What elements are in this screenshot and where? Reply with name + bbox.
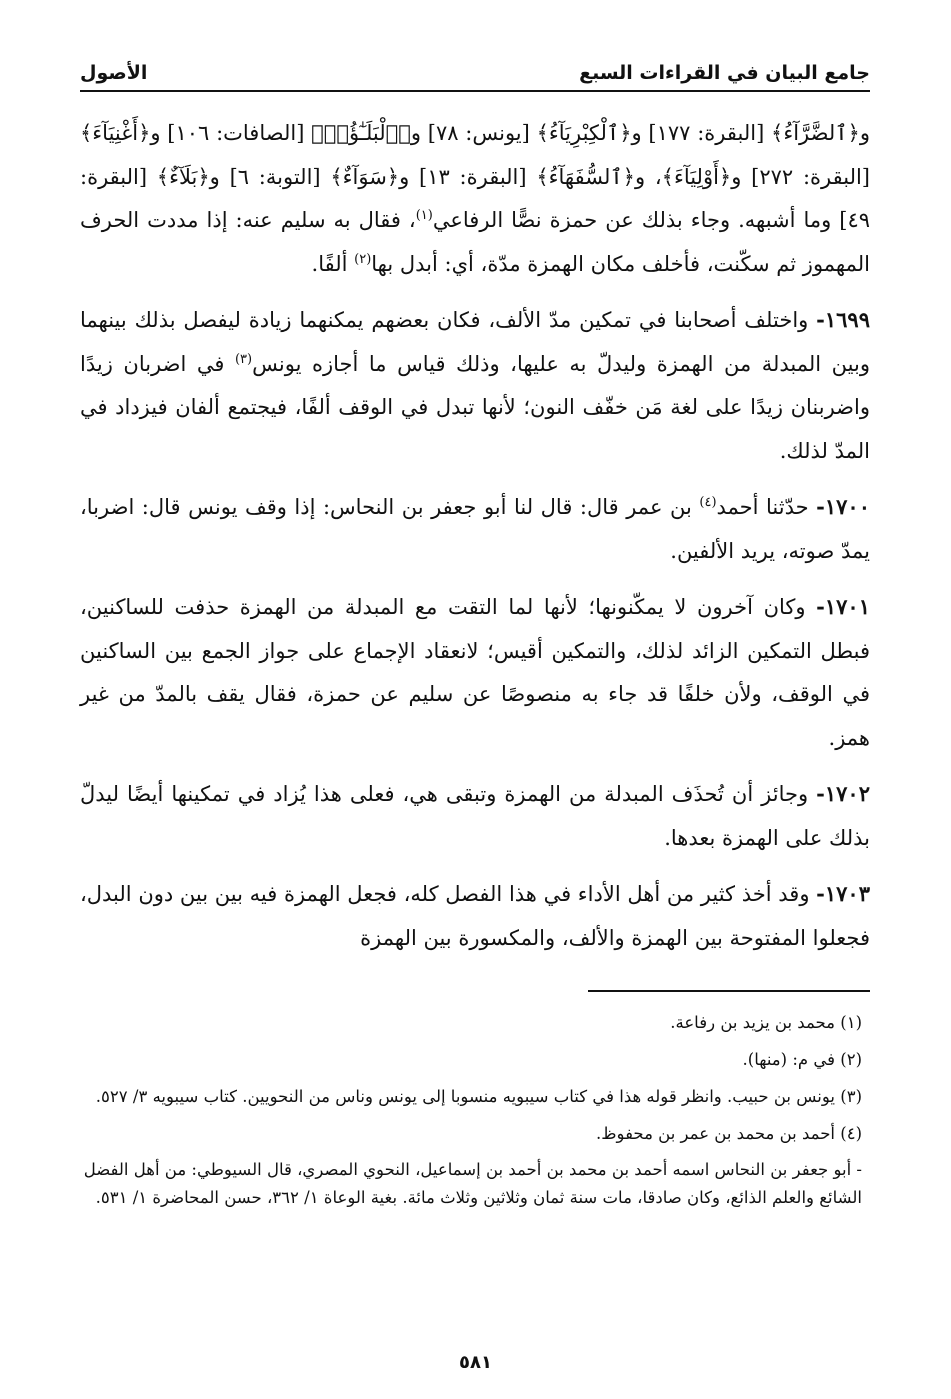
- footnote-ref[interactable]: (٤): [699, 495, 717, 510]
- paragraph: و﴿ٱلضَّرَّآءُ﴾ [البقرة: ١٧٧] و﴿ٱلْكِبْرِيَآءُ﴾ [يونس: ٧٨] و﴿ٱلْبَلَـٰٓؤُا۟﴾ [الصافات: ١٠٦] و﴿أَغْنِيَآءَ﴾ [البقرة: ٢٧٢] و﴿أَوْلِيَآءَ﴾، و﴿ٱلسُّفَهَآءُ﴾ [البقرة: ١٣] و﴿سَوَآءٌ﴾ [التوبة: ٦] و﴿بَلَآءٌ﴾ [البقرة: ٤٩] وما أشبهه. وجاء بذلك عن حمزة نصًّا الرفاعي$^{(١)}$، فقال به سليم عنه: إذا مددت الحرف المهموز ثم سكّنت، فأخلف مكان الهمزة مدّة، أي: أبدل بها$^{(٢)}$ ألفًا.: [80, 121, 870, 276]
- paragraph-number: ١٧٠٢-: [816, 781, 870, 806]
- footnote-number: (٤): [840, 1124, 862, 1143]
- page-number: ٥٨١: [459, 1352, 492, 1373]
- footnote: - أبو جعفر بن النحاس اسمه أحمد بن محمد بن أحمد بن إسماعيل، النحوي المصري، قال السيوطي: من أهل الفضل الشائع والعلم الذائع، وكان صادقا، مات سنة ثمان وثلاثين وثلاث مائة. بغية الوعاة ١/ ٣٦٢، حسن المحاضرة ١/ ٥٣١.: [83, 1160, 862, 1207]
- footnotes: [80, 1008, 870, 1220]
- book-title: جامع البيان في القراءات السبع: [579, 62, 870, 84]
- main-text: [80, 112, 870, 972]
- paragraph-number: ١٦٩٩-: [816, 307, 870, 332]
- footnote: (١) محمد بن يزيد بن رفاعة.: [670, 1013, 862, 1032]
- footnote-number: (٢): [840, 1050, 862, 1069]
- footnote-ref[interactable]: (١): [415, 208, 433, 223]
- footnote-divider: [588, 990, 870, 992]
- footnote: (٢) في م: (منها).: [742, 1050, 862, 1069]
- paragraph: ١٧٠٣- وقد أخذ كثير من أهل الأداء في هذا الفصل كله، فجعل الهمزة فيه بين بين دون البدل، فجعلوا المفتوحة بين الهمزة والألف، والمكسورة بين الهمزة: [80, 881, 870, 950]
- footnote-number: (٣): [840, 1087, 862, 1106]
- footnote-dash: -: [856, 1160, 862, 1179]
- footnote: (٤) أحمد بن محمد بن عمر بن محفوظ.: [596, 1124, 862, 1143]
- paragraph: ١٧٠١- وكان آخرون لا يمكّنونها؛ لأنها لما التقت مع المبدلة من الهمزة حذفت للساكنين، فبطل التمكين الزائد لذلك، والتمكين أقيس؛ لانعقاد الإجماع على جواز الجمع بين الساكنين في الوقف، ولأن خلفًا قد جاء به منصوصًا عن سليم عن حمزة، فقال يقف بالمدّ من غير همز.: [80, 594, 870, 750]
- paragraph: ١٧٠٢- وجائز أن تُحذَف المبدلة من الهمزة وتبقى هي، فعلى هذا يُزاد في تمكينها أيضًا ليدلّ بذلك على الهمزة بعدها.: [80, 781, 870, 850]
- paragraph-number: ١٧٠١-: [816, 594, 870, 619]
- footnote-number: (١): [840, 1013, 862, 1032]
- section-title: الأصول: [80, 62, 148, 84]
- paragraph: ١٦٩٩- واختلف أصحابنا في تمكين مدّ الألف، فكان بعضهم يمكنهما زيادة ليفصل بذلك بينهما وبين المبدلة من الهمزة وليدلّ به عليها، وذلك قياس ما أجازه يونس$^{(٣)}$ في اضربان زيدًا واضربنان زيدًا على لغة مَن خفّف النون؛ لأنها تبدل في الوقف ألفًا، فيجتمع ألفان فيزداد في المدّ لذلك.: [80, 307, 870, 463]
- footnote-ref[interactable]: (٣): [234, 351, 253, 367]
- paragraph: ١٧٠٠- حدّثنا أحمد$^{(٤)}$ بن عمر قال: قال لنا أبو جعفر بن النحاس: إذا وقف يونس قال: اضربا، يمدّ صوته، يريد الألفين.: [80, 494, 870, 563]
- paragraph-number: ١٧٠٠-: [816, 494, 870, 519]
- footnote-ref[interactable]: (٢): [354, 251, 372, 267]
- paragraph-number: ١٧٠٣-: [816, 881, 870, 906]
- running-header: [80, 58, 870, 92]
- footnote: (٣) يونس بن حبيب. وانظر قوله هذا في كتاب سيبويه منسوبا إلى يونس وناس من النحويين. كتاب سيبويه ٣/ ٥٢٧.: [95, 1087, 862, 1106]
